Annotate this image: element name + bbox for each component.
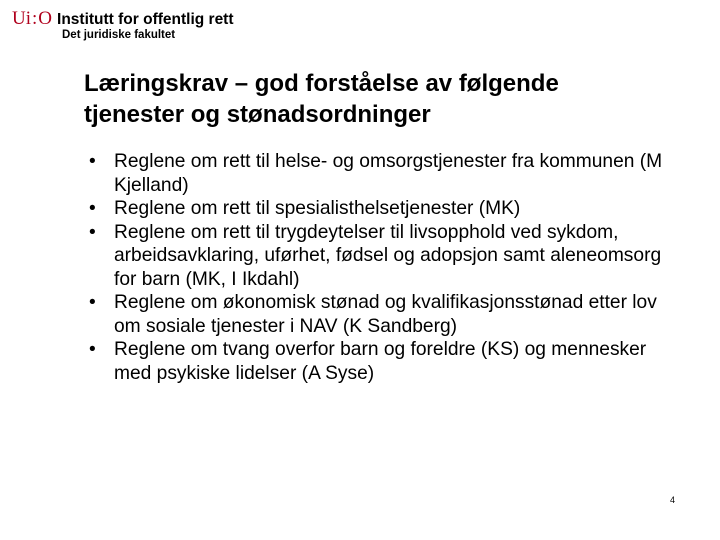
- logo-row: [12, 8, 234, 30]
- bullet-dot: •: [89, 292, 96, 313]
- bullet-text: Reglene om rett til helse- og omsorgstjenester fra kommunen (M Kjelland): [114, 151, 663, 196]
- bullet-dot: •: [89, 221, 96, 243]
- bullet-text: Reglene om tvang overfor barn og foreldre (KS) og mennesker med psykiske lidelser (A Syse): [114, 339, 647, 384]
- slide-title-line-2: tjenester og stønadsordninger: [84, 101, 431, 128]
- page-number: 4: [670, 495, 676, 505]
- bullet-text: Reglene om økonomisk stønad og kvalifikasjonsstønad etter lov om sosiale tjenester i NAV (K Sandberg): [114, 292, 657, 337]
- bullet-text: Reglene om rett til spesialisthelsetjenester (MK): [114, 198, 521, 219]
- bullet-dot: •: [89, 339, 96, 360]
- uio-logo-suffix: O: [38, 8, 53, 29]
- faculty-name: Det juridiske fakultet: [62, 29, 176, 41]
- slide-title: [84, 68, 684, 130]
- bullet-item-4: [84, 291, 684, 338]
- bullet-item-3: [84, 221, 684, 292]
- uio-logo-prefix: Ui: [12, 8, 31, 29]
- uio-logo-colon: :: [32, 8, 38, 29]
- bullet-item-2: [84, 197, 684, 221]
- bullet-text: Reglene om rett til trygdeytelser til livsopphold ved sykdom, arbeidsavklaring, uførhet, fødsel og adopsjon samt aleneomsorg for barn (MK, I Ikdahl): [114, 221, 662, 290]
- bullet-item-5: [84, 338, 684, 385]
- uio-logo: [12, 8, 52, 30]
- institute-name: Institutt for offentlig rett: [57, 11, 234, 28]
- bullet-list: [84, 150, 684, 385]
- bullet-item-1: [84, 150, 684, 197]
- bullet-dot: •: [89, 198, 96, 219]
- institution-header: [12, 8, 234, 41]
- bullet-dot: •: [89, 151, 96, 172]
- slide-title-line-1: Læringskrav – god forståelse av følgende: [84, 70, 559, 97]
